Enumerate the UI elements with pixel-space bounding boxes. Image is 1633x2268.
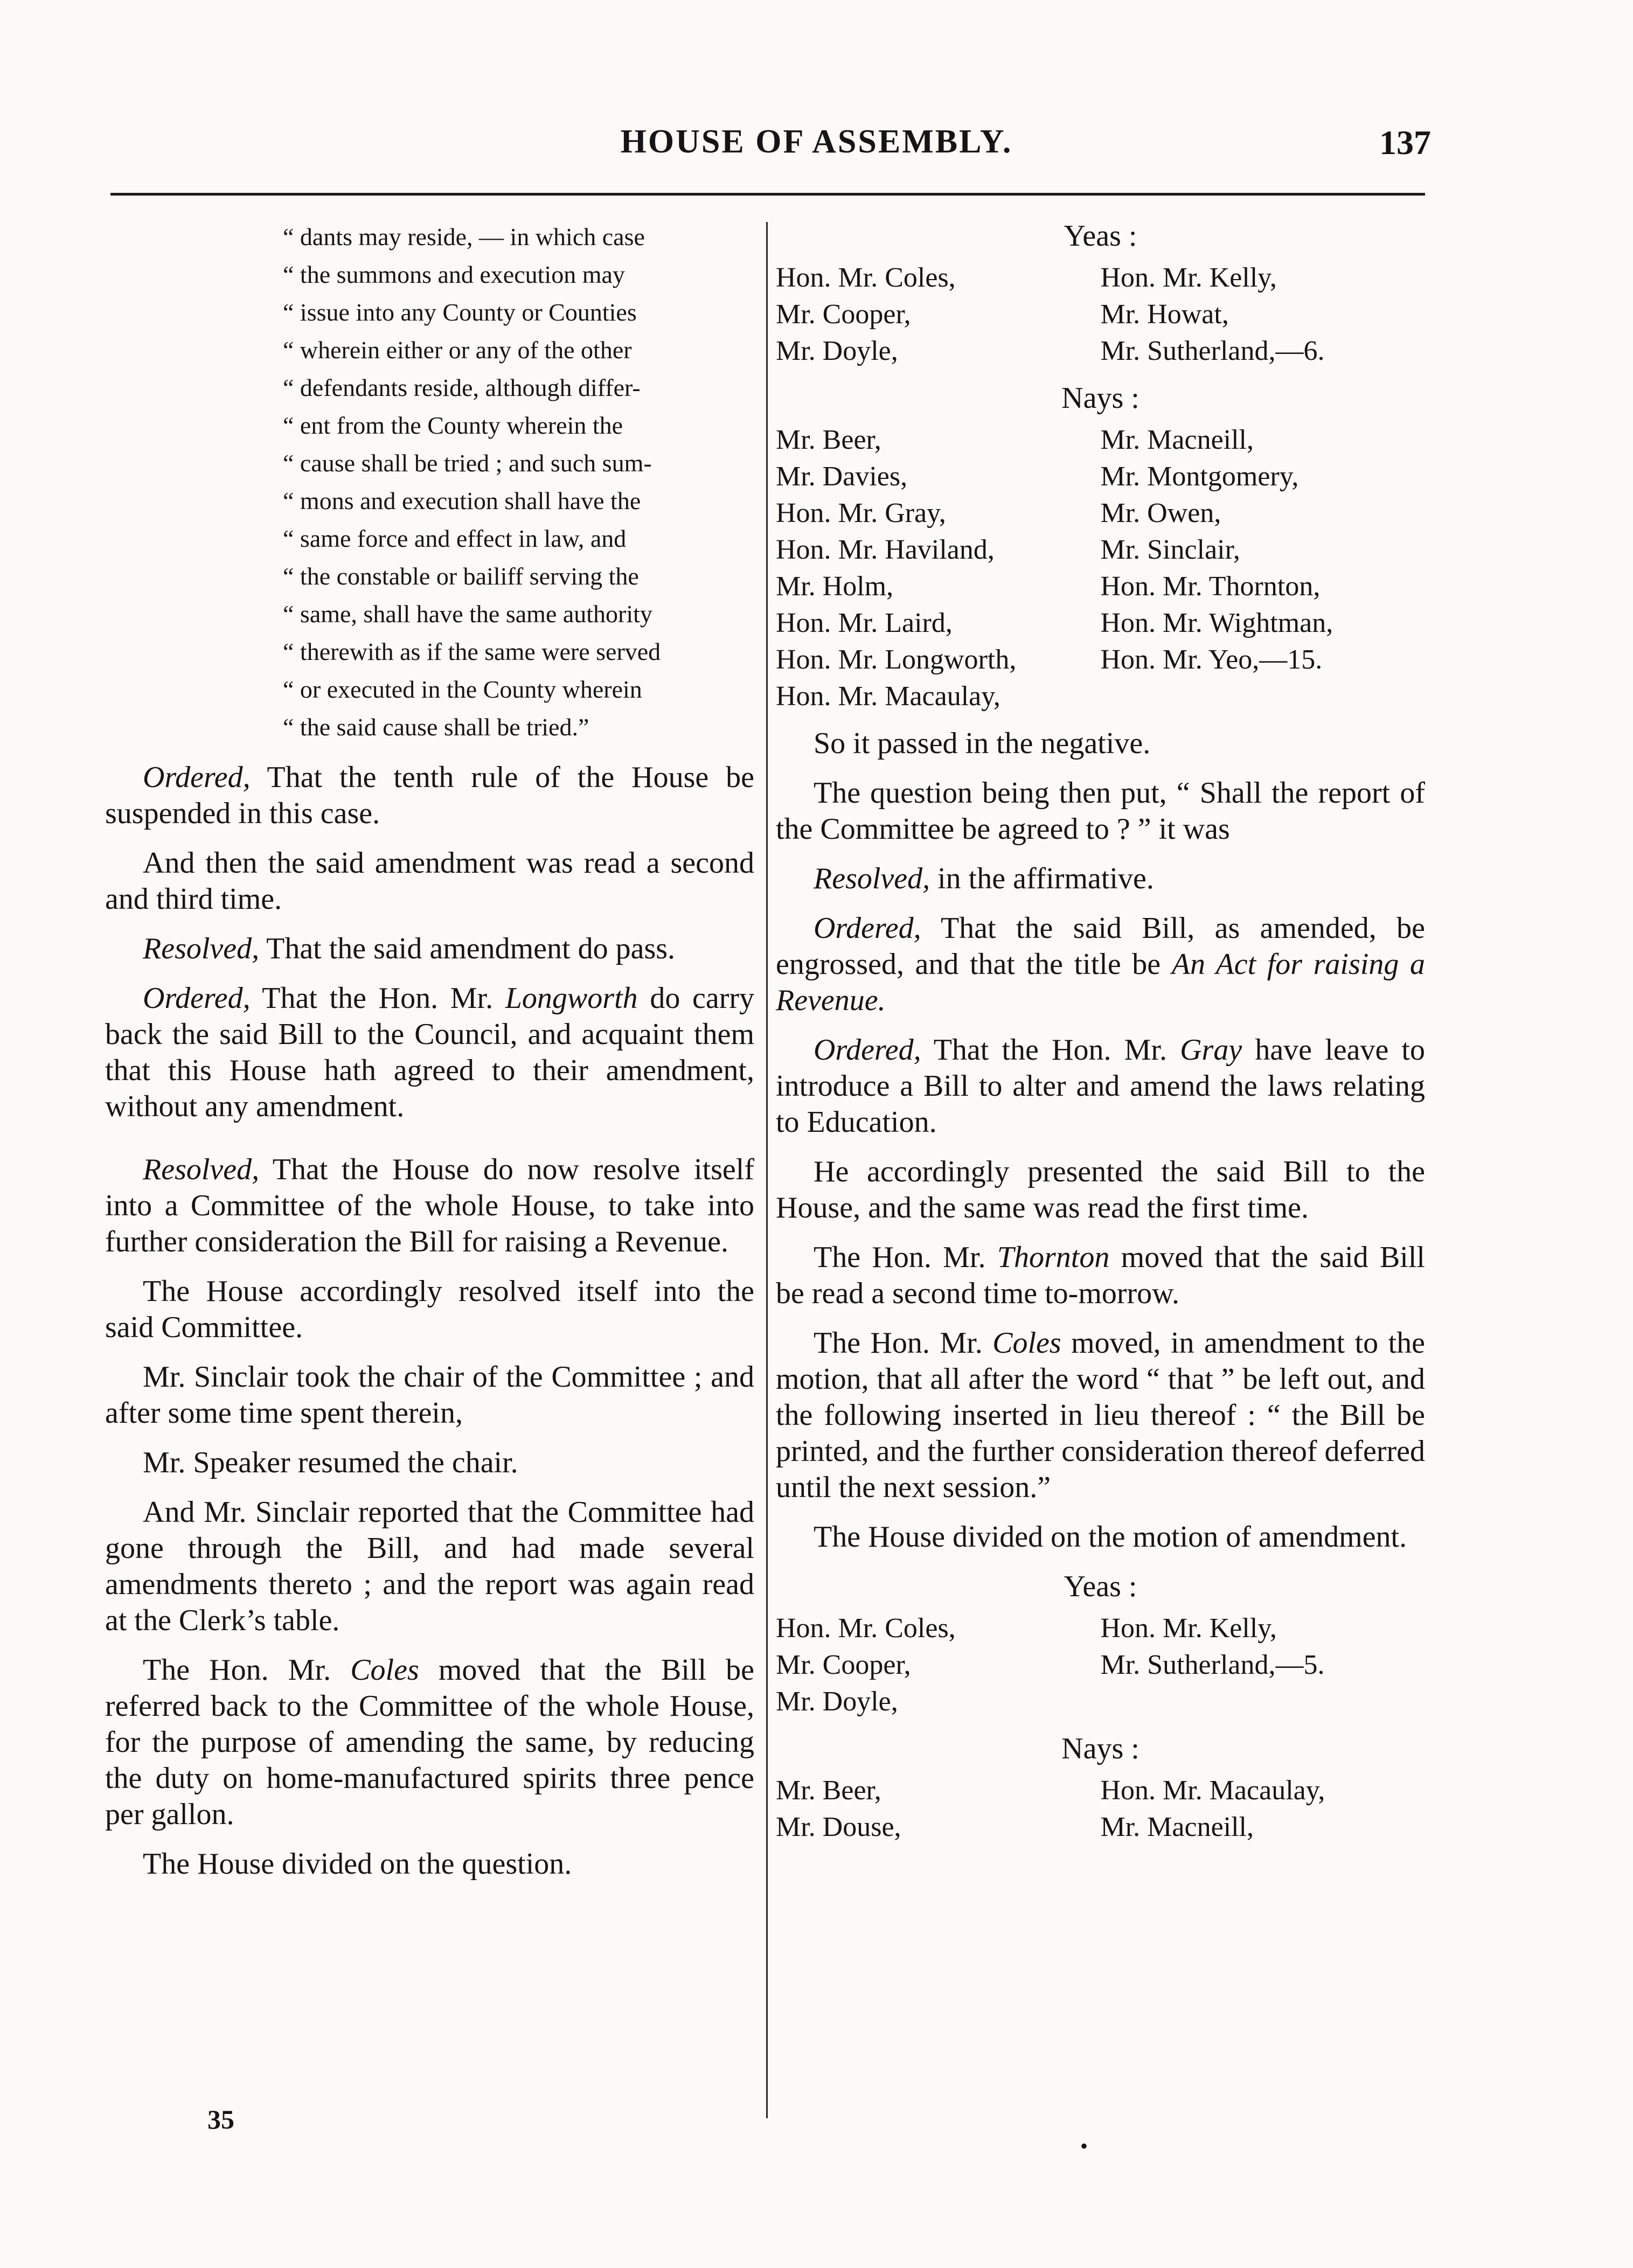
yeas-list <box>776 260 1425 370</box>
paragraph: Ordered, That the said Bill, as amended, be engrossed, and that the title be An Act for raising a Revenue. <box>776 912 1425 1017</box>
running-head: HOUSE OF ASSEMBLY. <box>620 123 1013 160</box>
member-vote: Mr. Macneill, <box>1100 1812 1254 1842</box>
paragraph: Ordered, That the tenth rule of the House be suspended in this case. <box>105 761 754 830</box>
quote-line: “ the constable or bailiff serving the <box>283 562 639 590</box>
member-vote: Mr. Cooper, <box>776 299 911 330</box>
quote-line: “ ent from the County wherein the <box>283 412 623 439</box>
paragraph: The question being then put, “ Shall the report of the Committee be agreed to ? ” it was <box>776 776 1425 846</box>
page-header <box>0 123 1633 166</box>
member-vote: Hon. Mr. Laird, <box>776 608 953 638</box>
member-name: Thornton <box>997 1241 1110 1274</box>
paragraph: The Hon. Mr. Thornton moved that the said Bill be read a second time to-morrow. <box>776 1241 1425 1310</box>
member-vote: Mr. Beer, <box>776 425 881 455</box>
member-vote: Hon. Mr. Thornton, <box>1100 571 1321 602</box>
member-vote: Mr. Sutherland,—5. <box>1100 1650 1325 1680</box>
quote-line: “ cause shall be tried ; and such sum- <box>283 449 652 477</box>
member-vote: Mr. Owen, <box>1100 498 1221 528</box>
nays-heading: Nays : <box>1061 381 1139 415</box>
member-vote: Mr. Cooper, <box>776 1650 911 1680</box>
member-vote: Mr. Sutherland,—6. <box>1100 336 1325 366</box>
member-vote: Mr. Davies, <box>776 461 908 492</box>
member-vote: Mr. Doyle, <box>776 1686 898 1717</box>
member-name: Coles <box>992 1326 1061 1360</box>
paragraph: Mr. Speaker resumed the chair. <box>143 1446 518 1479</box>
member-vote: Hon. Mr. Kelly, <box>1100 1613 1277 1644</box>
member-vote: Hon. Mr. Kelly, <box>1100 262 1277 293</box>
quote-line: “ defendants reside, although differ- <box>283 374 641 401</box>
quote-line: “ same force and effect in law, and <box>283 525 627 552</box>
paragraph: Resolved, That the said amendment do pass. <box>143 932 676 965</box>
quote-line: “ dants may reside, — in which case <box>283 223 645 251</box>
member-vote: Hon. Mr. Gray, <box>776 498 946 528</box>
nays-list <box>776 1772 1425 1846</box>
paragraph: The Hon. Mr. Coles moved, in amendment to the motion, that all after the word “ that ” be left out, and the following inserted in lieu thereof : “ the Bill be printed, and the further consideration thereof deferred until the next session.” <box>776 1326 1426 1504</box>
header-rule <box>110 193 1425 196</box>
member-name: Gray <box>1180 1033 1242 1067</box>
member-vote <box>1101 1683 1426 1720</box>
paragraph: Resolved, in the affirmative. <box>814 862 1154 895</box>
member-vote: Mr. Holm, <box>776 571 894 602</box>
yeas-list <box>776 1610 1425 1720</box>
member-vote: Hon. Mr. Coles, <box>776 262 956 293</box>
yeas-heading: Yeas : <box>1064 219 1137 253</box>
paragraph: And then the said amendment was read a second and third time. <box>105 846 754 916</box>
member-vote: Mr. Douse, <box>776 1812 901 1842</box>
member-vote: Hon. Mr. Longworth, <box>776 644 1017 675</box>
yeas-heading: Yeas : <box>1064 1570 1137 1603</box>
member-vote: Mr. Macneill, <box>1100 425 1254 455</box>
member-vote: Hon. Mr. Wightman, <box>1100 608 1333 638</box>
member-vote: Hon. Mr. Coles, <box>776 1613 956 1644</box>
paragraph-lead: Resolved, <box>143 932 260 965</box>
quote-line: “ the said cause shall be tried.” <box>283 713 589 741</box>
quote-line: “ or executed in the County wherein <box>283 676 642 703</box>
speck-mark: • <box>1080 2134 1088 2158</box>
nays-heading: Nays : <box>1061 1732 1139 1765</box>
member-vote: Hon. Mr. Macaulay, <box>776 681 1000 712</box>
signature-mark: 35 <box>207 2104 234 2134</box>
paragraph: Mr. Sinclair took the chair of the Committee ; and after some time spent therein, <box>105 1360 754 1430</box>
paragraph: Ordered, That the Hon. Mr. Longworth do carry back the said Bill to the Council, and acquaint them that this House hath agreed to their amendment, without any amendment. <box>105 982 754 1123</box>
member-name: Longworth <box>505 982 638 1015</box>
member-vote: Mr. Doyle, <box>776 336 898 366</box>
bill-title: An Act for raising a Revenue. <box>776 948 1425 1017</box>
paragraph: The House divided on the motion of amendment. <box>814 1520 1407 1554</box>
paragraph: Resolved, That the House do now resolve itself into a Committee of the whole House, to take into further consideration the Bill for raising a Revenue. <box>105 1153 754 1258</box>
quote-line: “ the summons and execution may <box>283 261 625 288</box>
paragraph: Ordered, That the Hon. Mr. Gray have leave to introduce a Bill to alter and amend the laws relating to Education. <box>776 1033 1425 1139</box>
paragraph-lead: Resolved, <box>143 1153 260 1186</box>
paragraph-lead: Resolved, <box>814 862 930 895</box>
member-vote: Mr. Sinclair, <box>1100 534 1240 565</box>
paragraph: The House divided on the question. <box>143 1847 572 1881</box>
paragraph-lead: Ordered, <box>814 912 921 945</box>
paragraph-lead: Ordered, <box>143 982 251 1015</box>
paragraph-lead: Ordered, <box>814 1033 921 1067</box>
member-name: Coles <box>350 1653 419 1687</box>
member-vote: Mr. Beer, <box>776 1775 881 1806</box>
quote-line: “ same, shall have the same authority <box>283 600 652 628</box>
quote-line: “ issue into any County or Counties <box>283 298 637 326</box>
paragraph: So it passed in the negative. <box>814 727 1151 760</box>
left-column <box>105 218 754 1896</box>
column-divider <box>766 222 768 2118</box>
page-number: 137 <box>1379 123 1431 162</box>
member-vote: Hon. Mr. Macaulay, <box>1100 1775 1325 1806</box>
member-vote: Mr. Montgomery, <box>1100 461 1299 492</box>
member-vote: Mr. Howat, <box>1100 299 1229 330</box>
paragraph: And Mr. Sinclair reported that the Committee had gone through the Bill, and had made several amendments thereto ; and the report was again read at the Clerk’s table. <box>105 1495 754 1637</box>
member-vote <box>1101 678 1426 715</box>
quote-line: “ wherein either or any of the other <box>283 336 632 364</box>
right-column <box>776 218 1425 1856</box>
paragraph-lead: Ordered, <box>143 761 251 794</box>
paragraph: The House accordingly resolved itself into the said Committee. <box>105 1275 754 1344</box>
paragraph: He accordingly presented the said Bill to the House, and the same was read the first time. <box>776 1155 1425 1225</box>
paragraph: The Hon. Mr. Coles moved that the Bill be referred back to the Committee of the whole House, for the purpose of amending the same, by reducing the duty on home-manufactured spirits three pence per gallon. <box>105 1653 755 1831</box>
quote-line: “ mons and execution shall have the <box>283 487 641 514</box>
member-vote: Hon. Mr. Haviland, <box>776 534 995 565</box>
quote-line: “ therewith as if the same were served <box>283 638 661 665</box>
amendment-quote <box>283 218 754 746</box>
member-vote: Hon. Mr. Yeo,—15. <box>1100 644 1323 675</box>
nays-list <box>776 422 1425 715</box>
